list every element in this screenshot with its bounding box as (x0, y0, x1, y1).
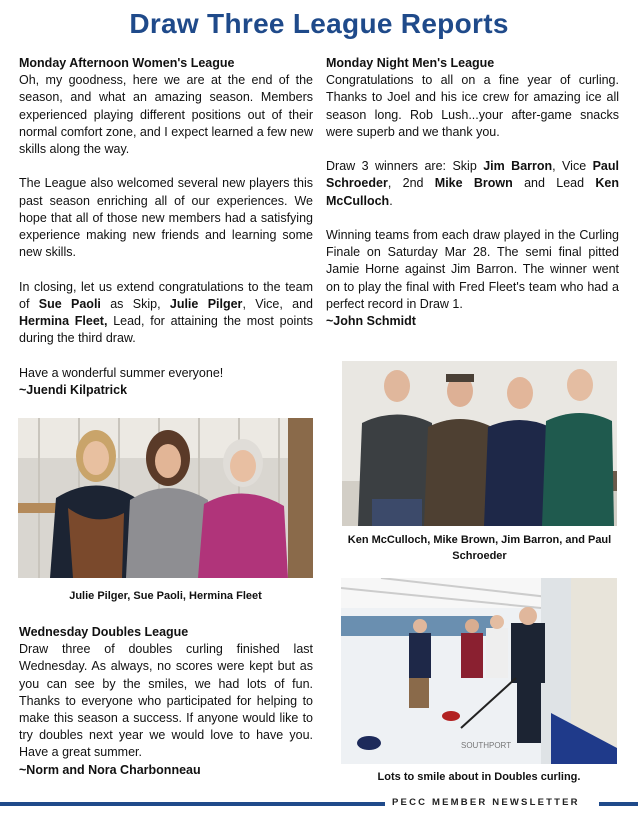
winner-lead: Hermina Fleet, (19, 314, 108, 329)
men-photo-caption: Ken McCulloch, Mike Brown, Jim Barron, and Paul Schroeder (347, 534, 612, 562)
men-league-photo (342, 361, 617, 526)
monday-afternoon-signature: ~Juendi Kilpatrick (19, 382, 128, 397)
women-league-photo (18, 418, 313, 578)
rink-sign-text: SOUTHPORT (461, 741, 512, 750)
page-title: Draw Three League Reports (129, 8, 509, 39)
monday-night-heading: Monday Night Men's League (326, 56, 495, 70)
monday-afternoon-paragraph-2: The League also welcomed several new players this past season enriching all of our experiences. We hope that all of those new members had a satisfying experience making new friends and learning some new skills. (19, 176, 313, 260)
doubles-curling-photo (341, 578, 617, 764)
wednesday-heading: Wednesday Doubles League (19, 625, 189, 639)
monday-afternoon-section (19, 55, 313, 399)
winner-skip: Sue Paoli (38, 296, 101, 311)
monday-night-section (326, 55, 619, 330)
monday-afternoon-paragraph-3: In closing, let us extend congratulations to the team of Sue Paoli as Skip, Julie Pilger, Vice, and Hermina Fleet, Lead, for attaining the most points during the third draw. (19, 279, 313, 346)
wednesday-section (19, 624, 313, 779)
monday-afternoon-closing: Have a wonderful summer everyone! (19, 365, 224, 380)
monday-night-paragraph-3: Winning teams from each draw played in the Curling Finale on Saturday Mar 28. The semi final pitted Jamie Horne against Jim Barron. The winner went on to play the final with Fred Fleet's team who had a perfect record in Draw 1. (326, 228, 619, 311)
monday-afternoon-paragraph-1: Oh, my goodness, here we are at the end of the season, and what an amazing season. Members experienced playing different positions out of their normal comfort zone, and I expect learned a few new skills along the way. (19, 73, 313, 157)
women-photo-caption: Julie Pilger, Sue Paoli, Hermina Fleet (69, 590, 262, 602)
monday-afternoon-heading: Monday Afternoon Women's League (19, 56, 235, 70)
footer-newsletter-label: PECC MEMBER NEWSLETTER (392, 797, 580, 808)
footer-rule-right (599, 802, 638, 806)
monday-night-signature: ~John Schmidt (326, 314, 416, 329)
wednesday-signature: ~Norm and Nora Charbonneau (19, 762, 201, 777)
doubles-photo-caption: Lots to smile about in Doubles curling. (377, 771, 581, 783)
winner-vice: Julie Pilger (169, 296, 243, 311)
wednesday-paragraph: Draw three of doubles curling finished last Wednesday. As always, no scores were kept but as you can see by the smiles, we had lots of fun. Thanks to everyone who participated for helping to make this season a success. If anyone would like to try doubles next year we would love to have you. Have a great summer. (19, 642, 313, 760)
monday-night-paragraph-1: Congratulations to all on a fine year of curling. Thanks to Joel and his ice crew for amazing ice all season long. Rob Lush...your after-game snacks were superb and we thank you. (326, 73, 619, 139)
footer-rule-left (0, 802, 385, 806)
monday-night-paragraph-2: Draw 3 winners are: Skip Jim Barron, Vice Paul Schroeder, 2nd Mike Brown and Lead Ken McCulloch. (326, 159, 619, 208)
